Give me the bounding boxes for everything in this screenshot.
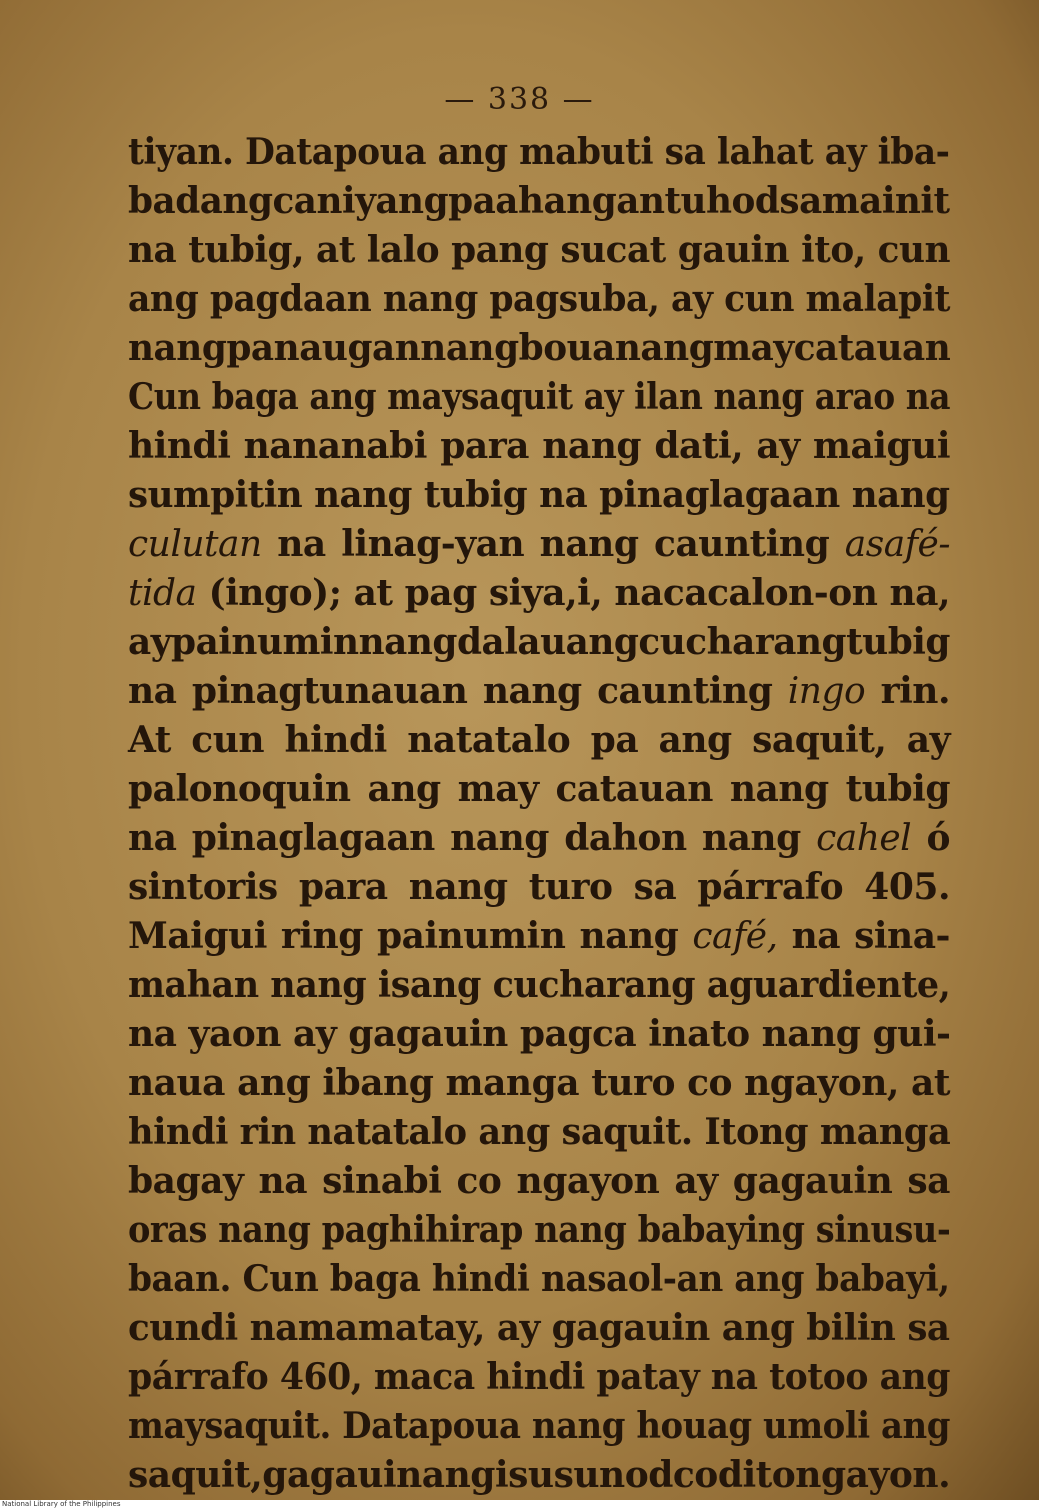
text-segment: tiyan. Datapoua ang mabuti sa lahat ay iba- (128, 131, 950, 173)
text-line (128, 716, 950, 765)
footer-credit: National Library of the Philippines (0, 1500, 1039, 1508)
text-segment: nangpanaugannangbouanangmaycatauan (128, 327, 951, 369)
text-segment: na linag-yan nang caunting (261, 523, 845, 565)
text-line (128, 1108, 951, 1157)
text-segment: cundi namamatay, ay gagauin ang bilin sa (128, 1307, 950, 1349)
text-segment: naua ang ibang manga turo co ngayon, at (128, 1062, 950, 1104)
text-line (128, 667, 950, 716)
text-segment: hindi rin natatalo ang saquit. Itong manga (128, 1111, 951, 1153)
text-line (128, 422, 950, 471)
text-line (128, 618, 950, 667)
text-segment: na tubig, at lalo pang sucat gauin ito, cun (128, 229, 951, 271)
text-line (128, 569, 950, 618)
text-segment: maysaquit. Datapoua nang houag umoli ang (128, 1405, 951, 1447)
text-segment: párrafo 460, maca hindi patay na totoo ang (128, 1356, 951, 1398)
text-segment: badangcaniyangpaahangantuhodsamainit (128, 180, 950, 222)
text-line (128, 912, 950, 961)
text-line (128, 275, 950, 324)
text-line (128, 471, 950, 520)
text-line (128, 814, 950, 863)
text-segment: hindi nananabi para nang dati, ay maigui (128, 425, 950, 467)
text-line (128, 520, 950, 569)
italic-term: culutan (128, 524, 262, 565)
page-text (128, 128, 950, 1500)
text-line (128, 1255, 950, 1304)
text-line (128, 226, 951, 275)
text-segment: (ingo); at pag siya,i, nacacalon-on na, (196, 572, 950, 614)
text-line (128, 765, 950, 814)
text-line (128, 1451, 950, 1500)
text-line (128, 373, 951, 422)
text-segment: aypainuminnangdalauangcucharangtubig (128, 621, 950, 663)
text-segment: sintoris para nang turo sa párrafo 405. (128, 866, 950, 908)
text-segment: oras nang paghihirap nang babaying sinusu- (128, 1209, 951, 1251)
text-line (128, 1059, 950, 1108)
italic-term: ingo (787, 671, 866, 712)
text-line (128, 1304, 950, 1353)
text-segment: saquit,gagauinangisusunodcoditongayon. (128, 1454, 951, 1496)
text-line (128, 324, 951, 373)
text-segment: mahan nang isang cucharang aguardiente, (128, 964, 951, 1006)
text-segment: ó (911, 817, 951, 859)
text-segment: baan. Cun baga hindi nasaol-an ang babayi, (128, 1258, 950, 1300)
text-line (128, 1402, 951, 1451)
text-segment: rin. (865, 670, 950, 712)
text-line (128, 961, 951, 1010)
text-line (128, 177, 950, 226)
text-line (128, 863, 950, 912)
text-line (128, 128, 950, 177)
text-line (128, 1353, 951, 1402)
text-segment: ang pagdaan nang pagsuba, ay cun malapit (128, 278, 950, 320)
text-segment: Cun baga ang maysaquit ay ilan nang arao na (128, 376, 951, 418)
page-number: — 338 — (444, 82, 595, 117)
text-segment: At cun hindi natatalo pa ang saquit, ay (128, 719, 950, 761)
text-line (128, 1157, 950, 1206)
text-line (128, 1206, 951, 1255)
text-segment: bagay na sinabi co ngayon ay gagauin sa (128, 1160, 950, 1202)
italic-term: café, (692, 916, 778, 957)
text-segment: na pinaglagaan nang dahon nang (128, 817, 817, 859)
text-line (128, 1010, 950, 1059)
text-segment: palonoquin ang may catauan nang tubig (128, 768, 950, 810)
text-segment: na sina- (777, 915, 950, 957)
italic-term: tida (128, 573, 197, 614)
italic-term: cahel (816, 818, 912, 859)
text-segment: Maigui ring painumin nang (128, 915, 693, 957)
text-segment: sumpitin nang tubig na pinaglagaan nang (128, 474, 950, 516)
italic-term: asafé- (844, 524, 950, 565)
text-segment: na yaon ay gagauin pagca inato nang gui- (128, 1013, 951, 1055)
text-segment: na pinagtunauan nang caunting (128, 670, 788, 712)
